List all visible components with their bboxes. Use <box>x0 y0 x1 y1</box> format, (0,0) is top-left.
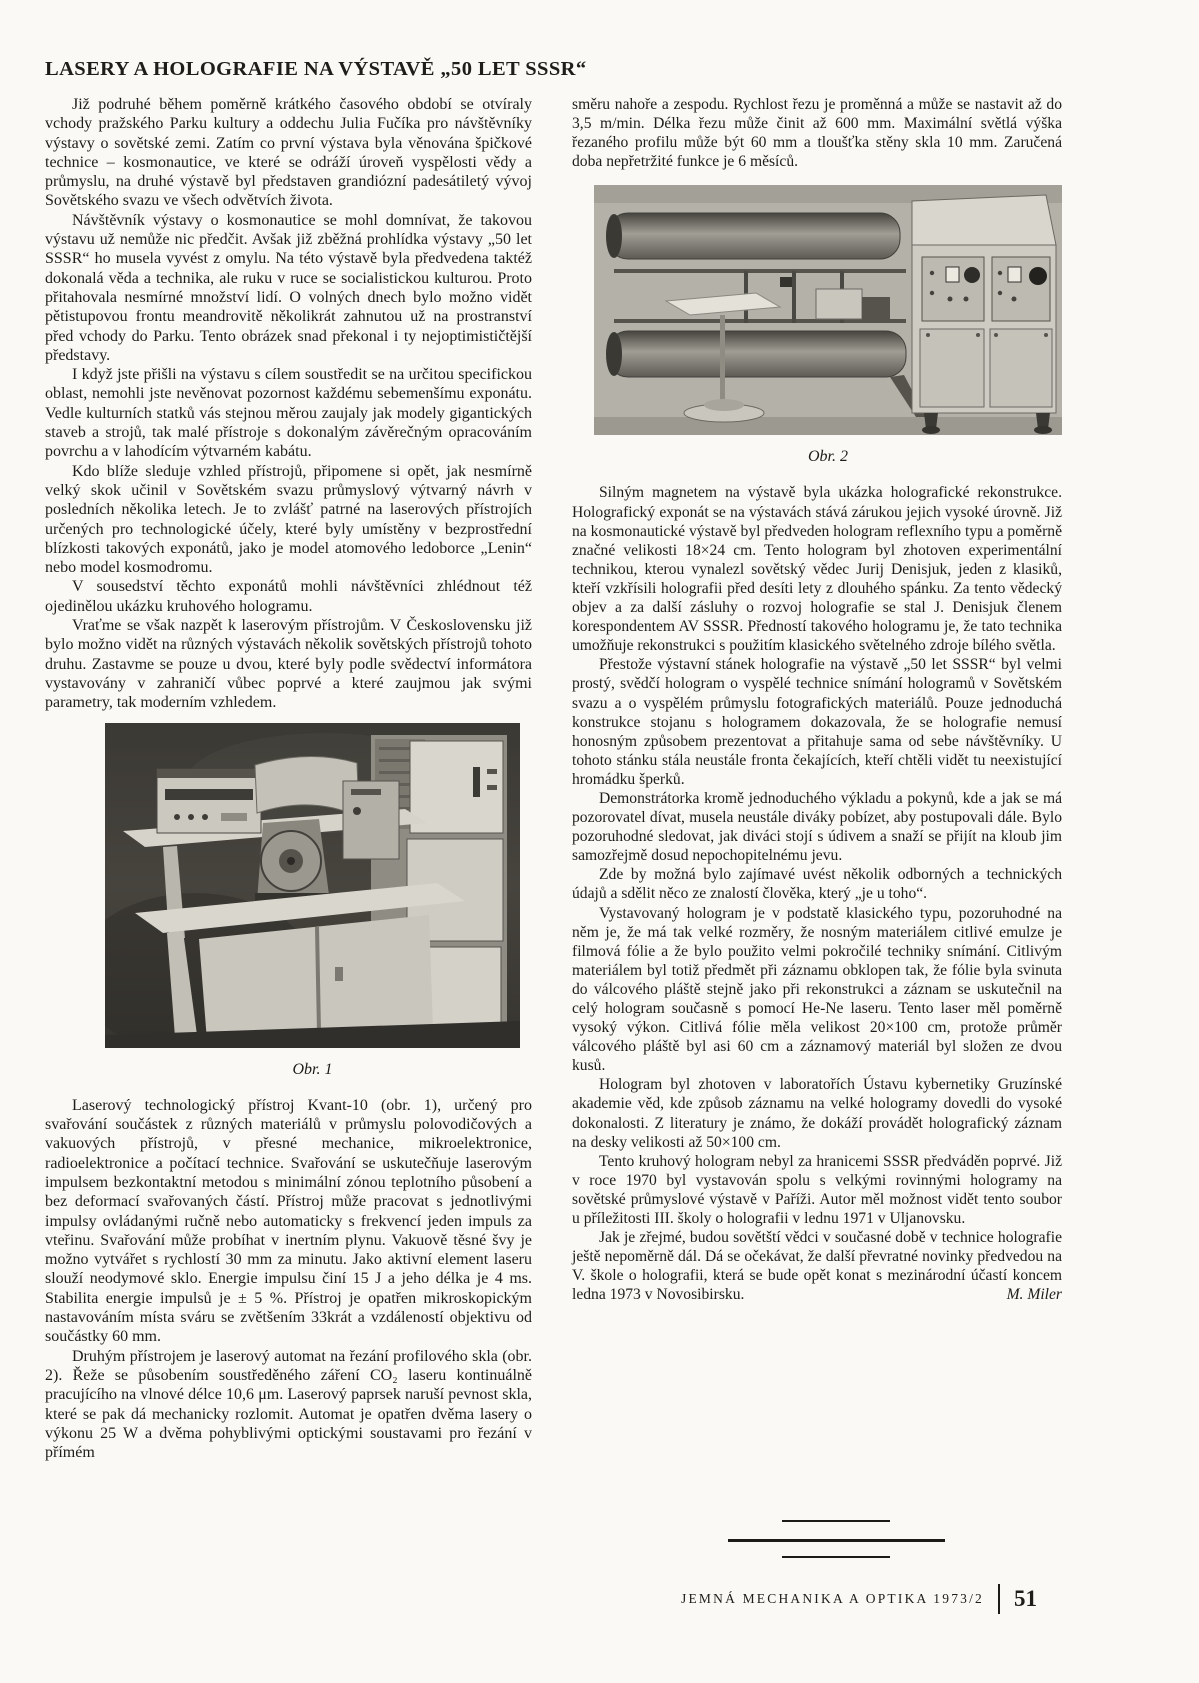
left-column <box>45 95 532 1462</box>
paragraph: Přestože výstavní stánek holografie na výstavě „50 let SSSR“ byl velmi prostý, svědčí hologram o vyspělé technice snímání hologramů v Sovětském svazu a o vyspělém průmyslu fotografických materiálů. Pouze jednoduchá konstrukce stojanu s hologramem dokazovala, že se holografie nemusí honosným způsobem prezentovat a přitahuje sama od sebe návštěvníky. U tohoto stánku stála neustále fronta čekajících, kteří chtěli vidět tu neexistující hromádku šperků. <box>572 656 1062 788</box>
right-column <box>572 95 1062 1305</box>
paragraph: Návštěvník výstavy o kosmonautice se mohl domnívat, že takovou výstavu už nemůže nic předčit. Avšak již zběžná prohlídka výstavy „50 let SSSR“ ho musela vyvést z omylu. Na této výstavě byla předvedena taktéž dokonalá věda a technika, ale ruku v ruce se socialistickou kulturou. Proto přitahovala nesmírné množství lidí. O volných dnech bylo možno vidět pětistupovou frontu meandrovitě několikrát zahnutou už na prostranství před vchody do Parku. Tento obrázek snad překonal i ty nejoptimističtější představy. <box>45 211 532 364</box>
figure-2 <box>572 185 1062 466</box>
figure-2-photo <box>594 185 1062 435</box>
control-consoles <box>912 195 1056 434</box>
figure-1-caption: Obr. 1 <box>292 1060 333 1078</box>
footer-rule-top <box>782 1520 890 1522</box>
footer-rule-middle <box>728 1539 945 1542</box>
paragraph: Vystavovaný hologram je v podstatě klasického typu, pozoruhodné na něm je, že má tak velké rozměry, že nosným materiálem citlivé emulze je filmová fólie a že bylo použito velmi pokročilé techniky snímání. Citlivým materiálem byl totiž předmět při záznamu obklopen tak, že fólie byla svinuta do válcového pláště stejně jako při rekonstrukci a záznam se uskutečnil na celý hologram současně s pomocí He-Ne laseru. Tento laser měl poměrně vysoký výkon. Citlivá fólie měla velikost 20×100 cm, protože průměr válcového pláště byl asi 60 cm a záznamový materiál byl složen ze dvou kusů. <box>572 904 1062 1075</box>
paragraph: Vraťme se však nazpět k laserovým přístrojům. V Československu již bylo možno vidět na různých výstavách několik sovětských přístrojů tohoto druhu. Zastavme se pouze u dvou, které byly podle svědectví informátora vystavovány v zahraničí vůbec poprvé a které zaujmou jak svými parametry, tak moderním vzhledem. <box>45 617 532 712</box>
paragraph: Již podruhé během poměrně krátkého časového období se otvíraly vchody pražského Parku kultury a oddechu Julia Fučíka pro návštěvníky výstavy o sovětské zemi. Zatím co první výstava byla věnována špičkové technice – kosmonautice, ve které se odráží úroveň vyspělosti vědy a průmyslu, na druhé výstavě byl představen grandiózní padesátiletý vývoj Sovětského svazu ve všech odvětvích života. <box>45 96 532 210</box>
figure-1 <box>45 723 532 1079</box>
footer-rule-bottom <box>782 1556 890 1558</box>
footer-divider <box>998 1584 1000 1614</box>
paragraph: Kdo blíže sleduje vzhled přístrojů, připomene si opět, jak nesmírně velký skok učinil v Sovětském svazu průmyslový výtvarný návrh v posledních několika letech. Je to zvlášť patrné na laserových přístrojích určených pro technologické účely, které byly umístěny v bezprostřední blízkosti takových exponátů, jako je model atomového ledoborce „Lenin“ nebo model kosmodromu. <box>45 462 532 577</box>
closing-paragraph-text: Jak je zřejmé, budou sovětští vědci v současné době v technice holografie ještě nepoměrně dál. Dá se očekávat, že další převratné novinky předvedou na V. škole o holografii, která se bude opět konat s mezinárodní účastí koncem ledna 1973 v Novosibirsku. <box>572 1229 1062 1304</box>
author-signature: M. Miler <box>1006 1286 1062 1304</box>
instrument-box <box>157 769 261 833</box>
paragraph: V sousedství těchto exponátů mohli návštěvníci zhlédnout též ojedinělou ukázku kruhového hologramu. <box>45 578 532 615</box>
figure-1-photo <box>105 723 520 1048</box>
paragraph: Laserový technologický přístroj Kvant-10 (obr. 1), určený pro svařování součástek z různých materiálů v průmyslu polovodičových a vakuových přístrojů, v přesné mechanice, mikroelektronice, radioelektronice a počítací technice. Svařování se uskutečňuje laserovým impulsem bezkontaktní metodou s minimální zónou teplotního působení a bez deformací svařovaných částí. Přístroj může pracovat s jednotlivými impulsy ovládanými ručně nebo automaticky s frekvencí jeden impuls za vteřinu. Svařování může probíhat v inertním plynu. Vakuově těsné švy je možno vytvářet s rychlostí 30 mm za minutu. Jako aktivní element laseru slouží neodymové sklo. Energie impulsu činí 15 J a jeho délka je 4 ms. Stabilita energie impulsů je ± 5 %. Přístroj je opatřen mikroskopickým nastavováním místa sváru se zvětšením 33krát a vzdáleností objektivu od součástky 60 mm. <box>45 1096 532 1346</box>
paragraph: I když jste přišli na výstavu s cílem soustředit se na určitou specifickou oblast, nemohli jste nevěnovat pozornost každému sebemenšímu exponátu. Vedle kulturních statků vás stejnou měrou zaujaly jak modely gigantických staveb a strojů, tak malé přístroje s dokonalým závěrečným opracováním povrchu a v lahodícím výtvarném kabátu. <box>45 366 532 461</box>
paragraph: směru nahoře a zespodu. Rychlost řezu je proměnná a může se nastavit až do 3,5 m/min. Délka řezu může činit až 600 mm. Maximální světlá výška řezaného profilu může být 60 mm a tloušťka stěny skla 10 mm. Zaručená doba nepřetržité funkce je 6 měsíců. <box>572 96 1062 171</box>
paragraph: Zde by možná bylo zajímavé uvést několik odborných a technických údajů a sdělit něco ze znalostí člověka, který „je u toho“. <box>572 866 1062 903</box>
paragraph: Druhým přístrojem je laserový automat na řezání profilového skla (obr. 2). Řeže se působením soustředěného záření CO₂ laseru kontinuálně pracujícího na vlnové délce 10,6 μm. Laserový paprsek naruší pevnost skla, které se pak dá mechanicky rozlomit. Automat je opatřen dvěma lasery o výkonu 25 W a dvěma pohyblivými optickými soustavami pro řezání v přímém <box>45 1347 532 1462</box>
paragraph: Hologram byl zhotoven v laboratořích Ústavu kybernetiky Gruzínské akademie věd, kde způsob záznamu na velké hologramy dovedli do vysoké dokonalosti. Z literatury je známo, že dokáží provádět holografický záznam na desky velikosti až 50×100 cm. <box>572 1076 1062 1151</box>
figure-2-caption: Obr. 2 <box>807 448 848 466</box>
footer-page-number: 51 <box>1014 1586 1037 1611</box>
article-title: LASERY A HOLOGRAFIE NA VÝSTAVĚ „50 LET SSSR“ <box>45 57 587 80</box>
journal-footer <box>600 1584 1037 1614</box>
paragraph: Silným magnetem na výstavě byla ukázka holografické rekonstrukce. Holografický exponát se na výstavách stává zárukou jejich vysoké úrovně. Již na kosmonautické výstavě byl předveden hologram reflexního typu a poměrně značné velikosti 18×24 cm. Tento hologram byl zhotoven experimentální technikou, kterou vynalezl sovětský vědec Jurij Denisjuk, jeden z klasiků, kteří vzkřísili holografii před desíti lety z dlouhého spánku. Za tento vědecký objev a za další zásluhy o rozvoj holografie se stal J. Denisjuk členem korespondentem AV SSSR. Předností takového hologramu je, že tato technika umožňuje rekonstrukci s použitím klasického světelného zdroje bílého světla. <box>572 484 1062 655</box>
paragraph: Demonstrátorka kromě jednoduchého výkladu a pokynů, kde a jak se má pozorovatel dívat, musela neustále diváky pobízet, aby postupovali dále. Bylo pozoruhodné sledovat, jak diváci stojí s údivem a snaží se přijít na kloub jim samozřejmě dosud nepochopitelnému jevu. <box>572 789 1062 865</box>
closing-paragraph <box>572 1228 1062 1304</box>
footer-journal-name: JEMNÁ MECHANIKA A OPTIKA 1973/2 <box>681 1591 984 1606</box>
paragraph: Tento kruhový hologram nebyl za hranicemi SSSR předváděn poprvé. Již v roce 1970 byl vystavován spolu s velkými rovinnými hologramy na sovětské průmyslové výstavě v Paříži. Autor měl možnost vidět tento soubor u příležitosti III. školy o holografii v lednu 1971 v Uljanovsku. <box>572 1152 1062 1228</box>
